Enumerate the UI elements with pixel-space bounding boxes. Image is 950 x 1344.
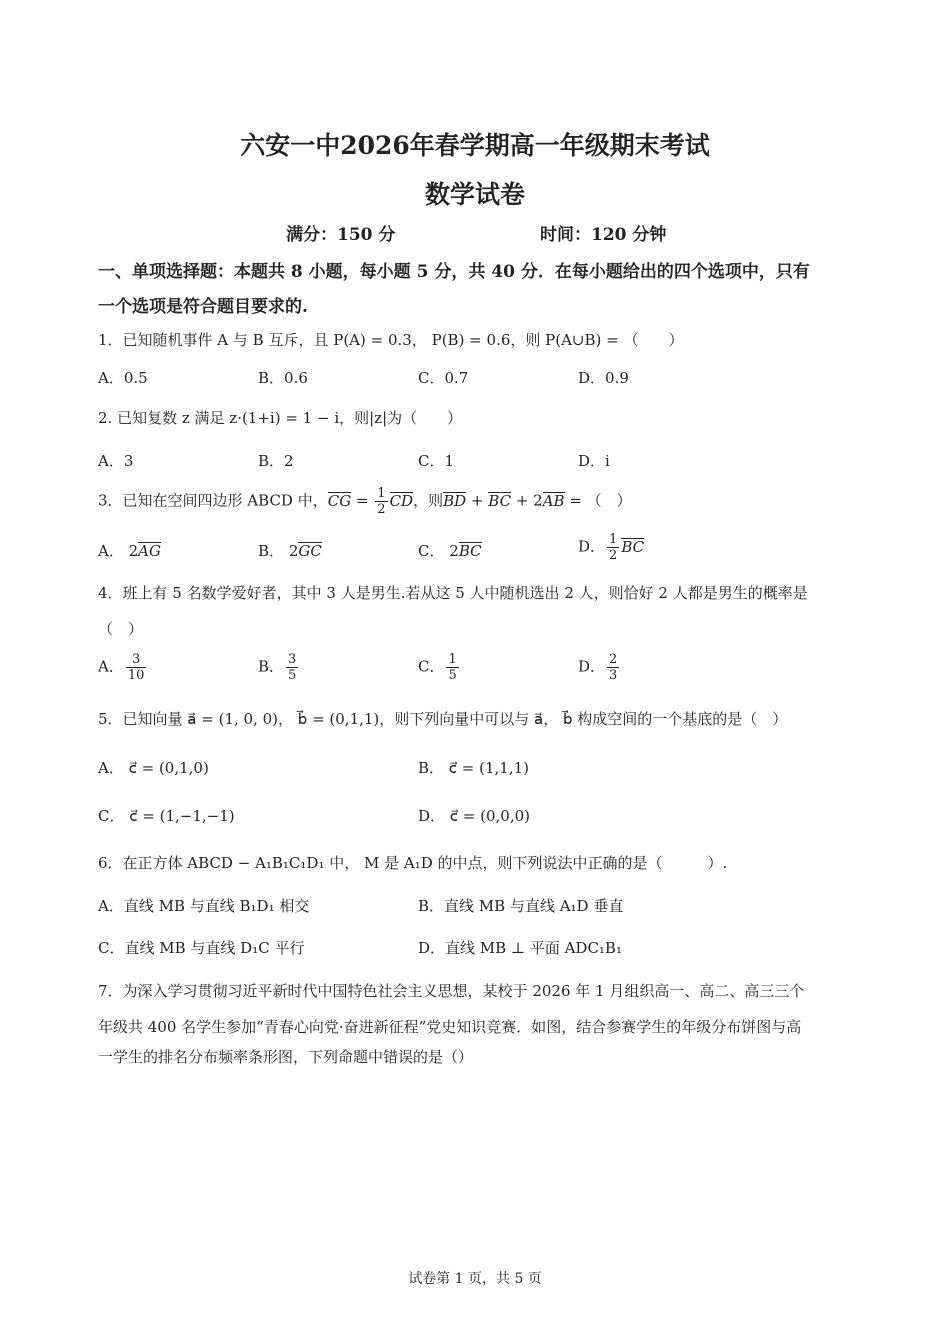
q3-plus-1: + — [466, 491, 489, 510]
q3-option-a-label: A． — [98, 542, 124, 560]
q4-option-c — [418, 652, 461, 683]
q4-option-a-label: A． — [98, 657, 124, 676]
q5-option-a: A． c⃗ = (0,1,0) — [98, 759, 209, 777]
question-6-stem: 6．在正方体 ABCD − A₁B₁C₁D₁ 中， M 是 A₁D 的中点，则下列说法中正确的是（ ）. — [98, 854, 728, 872]
question-4-paren: （ ） — [98, 620, 144, 638]
q5-option-d: D． c⃗ = (0,0,0) — [418, 807, 531, 825]
q3-half-denominator: 2 — [377, 502, 386, 517]
exam-subtitle: 数学试卷 — [424, 180, 525, 209]
q4-option-a-numerator: 3 — [126, 652, 147, 668]
exam-time: 时间：120 分钟 — [540, 225, 667, 245]
q2-option-b: B．2 — [258, 452, 294, 470]
q4-option-d-fraction — [607, 652, 619, 683]
q4-option-b-numerator: 3 — [288, 652, 297, 667]
q3-option-c-label: C． — [418, 542, 445, 560]
question-5-stem: 5．已知向量 a⃗ = (1, 0, 0)， b⃗ = (0,1,1)，则下列向量中可以与 a⃗， b⃗ 构成空间的一个基底的是（ ） — [98, 710, 788, 728]
q4-option-d-label: D． — [578, 657, 606, 676]
q6-option-d: D．直线 MB ⊥ 平面 ADC₁B₁ — [418, 939, 622, 957]
q3-option-a-coef: 2 — [128, 542, 139, 560]
vector-cd: CD — [389, 491, 414, 510]
q3-equals: = — [351, 491, 374, 510]
q4-option-d — [578, 652, 621, 683]
q3-option-d-fraction — [607, 532, 619, 563]
q2-option-a: A．3 — [98, 452, 134, 470]
q1-option-d: D．0.9 — [578, 369, 629, 387]
q3-option-c-vector: BC — [458, 542, 482, 560]
question-1-stem: 1．已知随机事件 A 与 B 互斥，且 P(A) = 0.3， P(B) = 0.6，则 P(A∪B) = （ ） — [98, 331, 684, 349]
exam-title: 六安一中2026年春学期高一年级期末考试 — [240, 131, 710, 160]
q2-option-d: D．i — [578, 452, 610, 470]
q3-option-a-vector: AG — [138, 542, 161, 560]
q3-option-d — [578, 532, 644, 563]
q6-option-c: C．直线 MB 与直线 D₁C 平行 — [98, 939, 305, 957]
section-heading-line1: 一、单项选择题：本题共 8 小题，每小题 5 分，共 40 分．在每小题给出的四个选项中，只有 — [98, 262, 810, 282]
q3-stem-start: 3．已知在空间四边形 ABCD 中， — [98, 491, 328, 510]
q4-option-c-denominator: 5 — [448, 668, 457, 683]
total-score: 满分：150 分 — [286, 225, 396, 245]
q3-option-d-label: D． — [578, 537, 606, 556]
q4-option-d-denominator: 3 — [609, 668, 618, 683]
q3-option-c — [418, 540, 482, 561]
q4-option-b-fraction — [286, 652, 298, 683]
q5-option-c: C． c⃗ = (1,−1,−1) — [98, 807, 235, 825]
q3-plus-2: + 2 — [511, 491, 543, 510]
q6-option-a: A．直线 MB 与直线 B₁D₁ 相交 — [98, 897, 310, 915]
vector-ab: AB — [542, 491, 565, 510]
q2-option-c: C．1 — [418, 452, 455, 470]
section-heading-line2: 一个选项是符合题目要求的. — [98, 297, 308, 317]
q3-option-b — [258, 540, 322, 561]
q4-option-a-denominator: 10 — [127, 668, 145, 683]
q5-option-b: B． c⃗ = (1,1,1) — [418, 759, 530, 777]
q4-option-c-label: C． — [418, 657, 445, 676]
vector-bd: BD — [443, 491, 467, 510]
question-3-stem — [98, 486, 632, 517]
q3-stem-mid: ，则 — [413, 491, 444, 510]
question-4-stem: 4．班上有 5 名数学爱好者，其中 3 人是男生.若从这 5 人中随机选出 2 人，则恰好 2 人都是男生的概率是 — [98, 584, 808, 602]
page-footer: 试卷第 1 页，共 5 页 — [408, 1271, 542, 1287]
q1-option-b: B．0.6 — [258, 369, 308, 387]
q4-option-b — [258, 652, 300, 683]
q3-option-b-vector: GC — [298, 542, 322, 560]
q3-half-numerator: 1 — [377, 486, 386, 501]
q3-option-c-coef: 2 — [449, 542, 459, 560]
q4-option-a — [98, 652, 148, 683]
q1-option-c: C．0.7 — [418, 369, 469, 387]
q3-option-b-coef: 2 — [288, 542, 299, 560]
vector-cg: CG — [327, 491, 352, 510]
q3-option-b-label: B． — [258, 542, 285, 560]
q6-option-b: B．直线 MB 与直线 A₁D 垂直 — [418, 897, 624, 915]
question-7-line2: 年级共 400 名学生参加“青春心向党·奋进新征程”党史知识竞赛．如图，结合参赛学生的年级分布饼图与高 — [98, 1018, 802, 1036]
q4-option-a-fraction — [126, 652, 147, 683]
q4-option-c-numerator: 1 — [448, 652, 457, 667]
q3-option-d-numerator: 1 — [609, 532, 618, 547]
q1-option-a: A．0.5 — [98, 369, 148, 387]
q4-option-c-fraction — [446, 652, 458, 683]
q4-option-d-numerator: 2 — [609, 652, 618, 667]
question-7-line1: 7．为深入学习贯彻习近平新时代中国特色社会主义思想，某校于 2026 年 1 月组织高一、高二、高三三个 — [98, 982, 805, 1000]
q3-option-a — [98, 540, 161, 561]
vector-bc: BC — [488, 491, 512, 510]
q4-option-b-denominator: 5 — [288, 668, 297, 683]
q3-stem-end: = （ ） — [564, 491, 632, 510]
q4-option-b-label: B． — [258, 657, 285, 676]
question-2-stem: 2. 已知复数 z 满足 z·(1+i) = 1 − i，则|z|为（ ） — [98, 409, 463, 427]
q3-option-d-vector: BC — [621, 537, 645, 556]
q3-half-fraction — [375, 486, 387, 517]
q3-option-d-denominator: 2 — [609, 548, 618, 563]
question-7-line3: 一学生的排名分布频率条形图，下列命题中错误的是（） — [98, 1048, 474, 1066]
